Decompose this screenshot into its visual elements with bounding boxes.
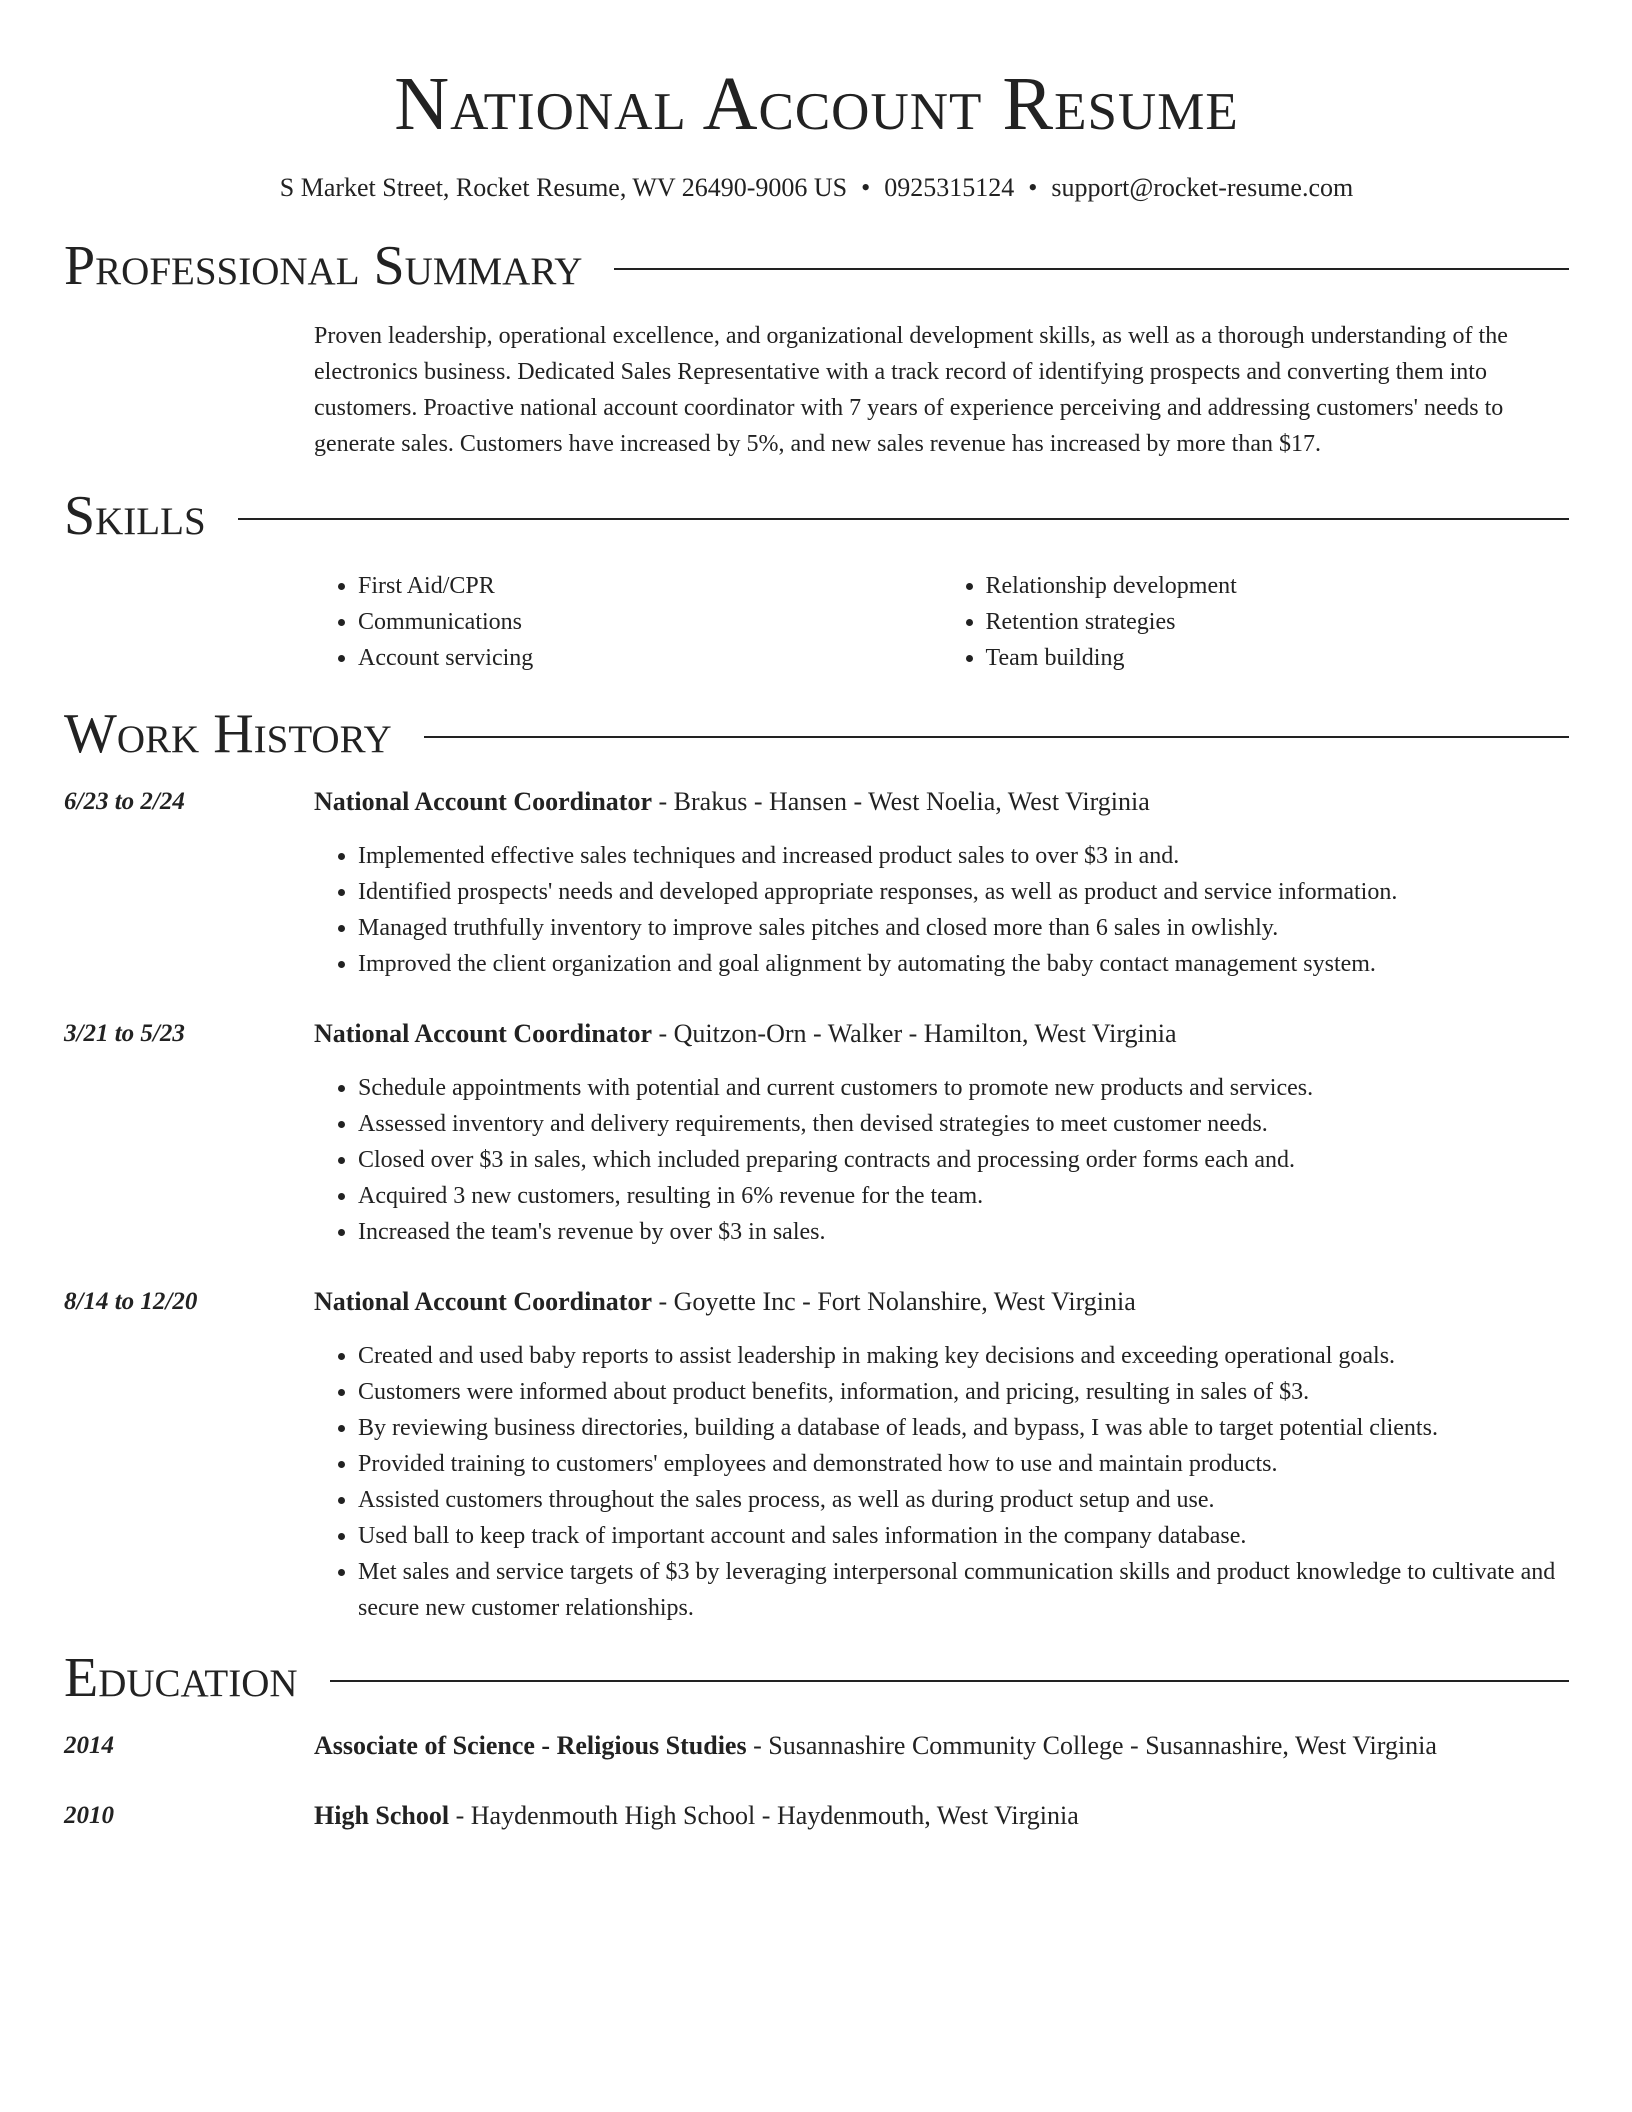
job-bullet: • Assessed inventory and delivery requirements, then devised strategies to meet customer needs. — [358, 1106, 1569, 1142]
job-entry — [64, 784, 1569, 982]
job-company: - Quitzon-Orn - Walker - Hamilton, West Virginia — [652, 1019, 1177, 1048]
section-divider — [238, 518, 1569, 520]
section-divider — [424, 736, 1569, 738]
work-section-header — [64, 702, 1569, 766]
job-bullet: • Met sales and service targets of $3 by leveraging interpersonal communication skills and product knowledge to cultivate and secure new customer relationships. — [358, 1554, 1569, 1626]
job-bullets — [314, 1070, 1569, 1250]
job-date: 8/14 to 12/20 — [64, 1288, 198, 1315]
job-bullets — [314, 1338, 1569, 1626]
job-date: 6/23 to 2/24 — [64, 788, 185, 815]
education-school: - Susannashire Community College - Susannashire, West Virginia — [746, 1731, 1437, 1760]
job-bullet: • Improved the client organization and goal alignment by automating the baby contact management system. — [358, 946, 1569, 982]
skills-section-header — [64, 484, 1569, 548]
job-header — [314, 1284, 1569, 1320]
contact-email: support@rocket-resume.com — [1051, 173, 1354, 202]
skills-heading: Skills — [64, 485, 206, 547]
job-bullet: • Identified prospects' needs and developed appropriate responses, as well as product and service information. — [358, 874, 1569, 910]
education-date: 2010 — [64, 1802, 114, 1829]
job-bullet: • Implemented effective sales techniques and increased product sales to over $3 in and. — [358, 838, 1569, 874]
education-date: 2014 — [64, 1732, 114, 1759]
education-heading: Education — [64, 1647, 298, 1709]
job-bullet: • Created and used baby reports to assist leadership in making key decisions and exceeding operational goals. — [358, 1338, 1569, 1374]
contact-phone: 0925315124 — [884, 173, 1015, 202]
job-title: National Account Coordinator — [314, 1019, 652, 1048]
summary-section-header — [64, 234, 1569, 298]
job-bullets — [314, 838, 1569, 982]
skill-item: • Relationship development — [986, 568, 1570, 604]
skill-item: • Retention strategies — [986, 604, 1570, 640]
contact-separator: • — [1028, 173, 1038, 202]
job-title: National Account Coordinator — [314, 1287, 652, 1316]
education-entry — [64, 1798, 1569, 1834]
skill-item: • Account servicing — [358, 640, 942, 676]
job-bullet: • Assisted customers throughout the sales process, as well as during product setup and use. — [358, 1482, 1569, 1518]
contact-separator: • — [861, 173, 871, 202]
section-divider — [614, 268, 1569, 270]
section-divider — [330, 1680, 1569, 1682]
education-degree: High School — [314, 1801, 450, 1830]
job-bullet: • Managed truthfully inventory to improve sales pitches and closed more than 6 sales in owlishly. — [358, 910, 1569, 946]
education-entry — [64, 1728, 1569, 1764]
education-header — [314, 1728, 1569, 1764]
job-title: National Account Coordinator — [314, 787, 652, 816]
job-bullet: • Provided training to customers' employees and demonstrated how to use and maintain products. — [358, 1446, 1569, 1482]
job-bullet: • Used ball to keep track of important account and sales information in the company database. — [358, 1518, 1569, 1554]
job-company: - Brakus - Hansen - West Noelia, West Virginia — [652, 787, 1150, 816]
summary-text: Proven leadership, operational excellence, and organizational development skills, as well as a thorough understanding of the electronics business. Dedicated Sales Representative with a track record of identifying prospects and converting them into customers. Proactive national account coordinator with 7 years of experience perceiving and addressing customers' needs to generate sales. Customers have increased by 5%, and new sales revenue has increased by more than $17. — [314, 323, 1508, 457]
job-bullet: • Increased the team's revenue by over $3 in sales. — [358, 1214, 1569, 1250]
skill-item: • Team building — [986, 640, 1570, 676]
job-entry — [64, 1016, 1569, 1250]
skills-column-left — [314, 568, 942, 676]
job-header — [314, 784, 1569, 820]
job-company: - Goyette Inc - Fort Nolanshire, West Virginia — [652, 1287, 1136, 1316]
work-heading: Work History — [64, 703, 392, 765]
contact-address: S Market Street, Rocket Resume, WV 26490-9006 US — [279, 173, 848, 202]
skill-item: • Communications — [358, 604, 942, 640]
job-bullet: • Customers were informed about product benefits, information, and pricing, resulting in sales of $3. — [358, 1374, 1569, 1410]
education-school: - Haydenmouth High School - Haydenmouth, West Virginia — [449, 1801, 1079, 1830]
job-bullet: • Schedule appointments with potential and current customers to promote new products and services. — [358, 1070, 1569, 1106]
job-date: 3/21 to 5/23 — [64, 1020, 185, 1047]
education-header — [314, 1798, 1569, 1834]
skills-column-right — [942, 568, 1570, 676]
job-entry — [64, 1284, 1569, 1626]
skill-item: • First Aid/CPR — [358, 568, 942, 604]
contact-line — [64, 172, 1569, 204]
job-bullet: • Closed over $3 in sales, which included preparing contracts and processing order forms each and. — [358, 1142, 1569, 1178]
job-header — [314, 1016, 1569, 1052]
summary-heading: Professional Summary — [64, 235, 583, 297]
education-degree: Associate of Science - Religious Studies — [314, 1731, 747, 1760]
job-bullet: • Acquired 3 new customers, resulting in 6% revenue for the team. — [358, 1178, 1569, 1214]
job-bullet: • By reviewing business directories, building a database of leads, and bypass, I was able to target potential clients. — [358, 1410, 1569, 1446]
education-section-header — [64, 1646, 1569, 1710]
resume-title: National Account Resume — [394, 62, 1239, 146]
skills-list — [314, 568, 1569, 676]
